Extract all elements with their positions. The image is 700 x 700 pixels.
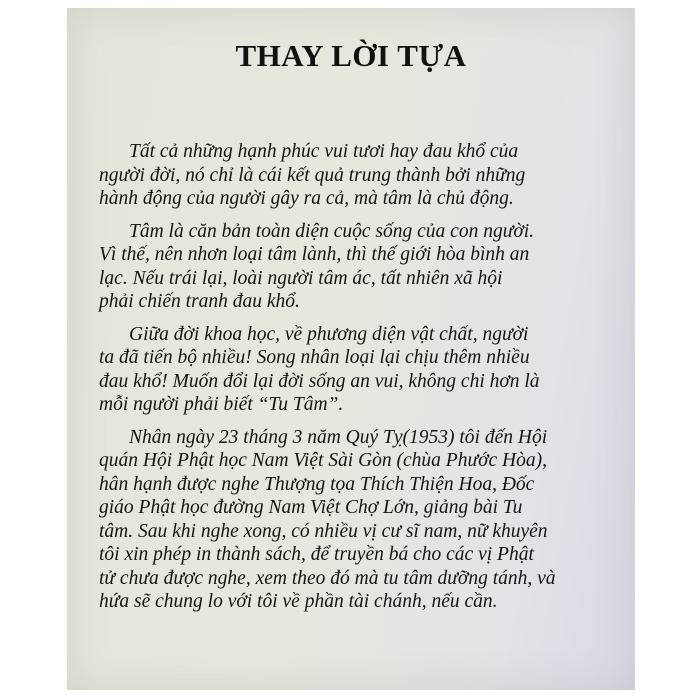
- text-line: Giữa đời khoa học, về phương diện vật chất, người: [129, 323, 529, 345]
- text-line: Nhân ngày 23 tháng 3 năm Quý Tỵ(1953) tôi đến Hội: [129, 426, 548, 448]
- text-line: Vì thế, nên nhơn loại tâm lành, thì thế giới hòa bình an: [99, 244, 530, 265]
- text-line: Tất cả những hạnh phúc vui tươi hay đau khổ của: [129, 141, 519, 162]
- text-line: hứa sẽ chung lo với tôi về phần tài chánh, nếu cần.: [99, 591, 498, 612]
- paragraph-1: [99, 140, 635, 211]
- text-line: tâm. Sau khi nghe xong, có nhiều vị cư sĩ nam, nữ khuyên: [99, 520, 548, 542]
- preface-body: [99, 140, 635, 623]
- text-line: lạc. Nếu trái lại, loài người tâm ác, tất nhiên xã hội: [99, 267, 503, 289]
- book-page: [67, 8, 635, 690]
- text-line: phải chiến tranh đau khổ.: [99, 291, 300, 312]
- text-line: mỗi người phải biết “Tu Tâm”.: [99, 394, 344, 415]
- paragraph-3: [99, 323, 635, 417]
- paragraph-2: [99, 220, 635, 314]
- page-title: THAY LỜI TỰA: [235, 38, 467, 73]
- paragraph-4: [99, 426, 635, 614]
- text-line: tử chưa được nghe, xem theo đó mà tu tâm dưỡng tánh, và: [99, 567, 556, 589]
- text-line: giáo Phật học đường Nam Việt Chợ Lớn, giảng bài Tu: [99, 497, 523, 518]
- text-line: Tâm là căn bản toàn diện cuộc sống của con người.: [129, 220, 535, 242]
- text-line: đau khổ! Muốn đổi lại đời sống an vui, không chi hơn là: [99, 370, 540, 392]
- text-line: ta đã tiến bộ nhiều! Song nhân loại lại chịu thêm nhiều: [99, 347, 530, 368]
- text-line: tôi xin phép in thành sách, để truyền bá cho các vị Phật: [99, 544, 534, 565]
- text-line: hành động của người gây ra cả, mà tâm là chủ động.: [99, 188, 514, 209]
- text-line: hân hạnh được nghe Thượng tọa Thích Thiện Hoa, Đốc: [99, 473, 535, 495]
- text-line: người đời, nó chỉ là cái kết quả trung thành bởi những: [99, 164, 526, 186]
- text-line: quán Hội Phật học Nam Việt Sài Gòn (chùa Phước Hòa),: [99, 450, 547, 471]
